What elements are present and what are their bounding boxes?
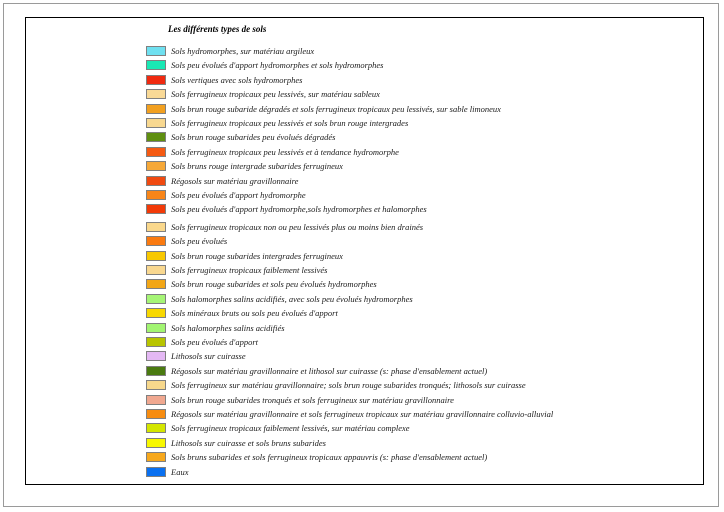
legend-label: Sols bruns rouge intergrade subarides ferrugineux (171, 161, 343, 172)
legend-label: Régosols sur matériau gravillonnaire et sols ferrugineux tropicaux sur matériau gravillonnaire colluvio-alluvial (171, 409, 554, 419)
legend-swatch (146, 323, 166, 333)
legend-swatch (146, 236, 166, 246)
legend-swatch (146, 132, 166, 142)
legend-swatch (146, 366, 166, 376)
legend-label: Sols ferrugineux tropicaux faiblement lessivés, sur matériau complexe (171, 423, 410, 434)
legend-label: Eaux (171, 466, 189, 477)
legend-swatch (146, 118, 166, 128)
legend-item (146, 60, 696, 72)
legend-swatch (146, 60, 166, 70)
legend-swatch (146, 409, 166, 419)
legend-item (146, 161, 696, 173)
legend-swatch (146, 190, 166, 200)
legend-item (146, 251, 696, 263)
legend-swatch (146, 423, 166, 433)
legend-label: Sols peu évolués d'apport hydromorphe,sols hydromorphes et halomorphes (171, 204, 427, 215)
legend-label: Sols ferrugineux tropicaux non ou peu lessivés plus ou moins bien drainés (171, 221, 424, 232)
legend-swatch (146, 147, 166, 157)
legend-label: Sols ferrugineux tropicaux peu lessivés et sols brun rouge intergrades (171, 118, 409, 128)
legend-label: Sols vertiques avec sols hydromorphes (171, 74, 303, 85)
legend-swatch (146, 395, 166, 405)
legend-label: Sols brun rouge subaride dégradés et sols ferrugineux tropicaux peu lessivés, sur sable limoneux (171, 103, 501, 114)
legend-item (146, 467, 696, 479)
legend-swatch (146, 204, 166, 214)
legend-label: Sols ferrugineux tropicaux faiblement lessivés (171, 265, 328, 275)
legend-swatch (146, 308, 166, 318)
legend-item (146, 46, 696, 58)
legend-item (146, 75, 696, 87)
legend-item (146, 104, 696, 116)
legend-label: Sols peu évolués d'apport (171, 337, 259, 347)
legend-item (146, 323, 696, 335)
legend-label: Lithosols sur cuirasse (171, 351, 246, 362)
legend-item (146, 380, 696, 392)
legend-item (146, 409, 696, 421)
legend-label: Sols ferrugineux tropicaux peu lessivés et à tendance hydromorphe (171, 146, 399, 157)
legend-item (146, 279, 696, 291)
legend-item (146, 222, 696, 234)
legend-label: Sols brun rouge subarides intergrades ferrugineux (171, 250, 343, 261)
legend-label: Lithosols sur cuirasse et sols bruns subarides (171, 437, 326, 448)
legend-swatch (146, 294, 166, 304)
legend-swatch (146, 161, 166, 171)
legend-swatch (146, 279, 166, 289)
legend-label: Sols peu évolués d'apport hydromorphes et sols hydromorphes (171, 60, 384, 71)
legend-item (146, 423, 696, 435)
legend-label: Sols brun rouge subarides tronqués et sols ferrugineux sur matériau gravillonnaire (171, 394, 454, 405)
legend-swatch (146, 438, 166, 448)
legend-item (146, 337, 696, 349)
legend-item (146, 89, 696, 101)
legend-item (146, 132, 696, 144)
legend-label: Sols peu évolués d'apport hydromorphe (171, 190, 306, 200)
legend-swatch (146, 89, 166, 99)
legend-swatch (146, 337, 166, 347)
legend-label: Sols brun rouge subarides peu évolués dégradés (171, 132, 336, 143)
legend-swatch (146, 452, 166, 462)
legend-label: Sols hydromorphes, sur matériau argileux (171, 46, 315, 56)
legend-item (146, 294, 696, 306)
legend-item (146, 452, 696, 464)
legend-item (146, 265, 696, 277)
legend-item (146, 395, 696, 407)
legend-item (146, 190, 696, 202)
legend-item (146, 204, 696, 216)
legend-swatch (146, 251, 166, 261)
legend-item (146, 236, 696, 248)
legend-label: Sols peu évolués (171, 236, 228, 247)
legend-swatch (146, 46, 166, 56)
legend-swatch (146, 467, 166, 477)
legend-item (146, 438, 696, 450)
legend-swatch (146, 380, 166, 390)
legend-swatch (146, 222, 166, 232)
legend-swatch (146, 176, 166, 186)
legend-item (146, 176, 696, 188)
legend-label: Régosols sur matériau gravillonnaire et lithosol sur cuirasse (s: phase d'ensablement actuel) (171, 365, 488, 376)
legend-item (146, 118, 696, 130)
legend-swatch (146, 75, 166, 85)
legend-item (146, 147, 696, 159)
legend-swatch (146, 351, 166, 361)
legend-label: Sols halomorphes salins acidifiés (171, 322, 285, 333)
legend-label: Sols brun rouge subarides et sols peu évolués hydromorphes (171, 279, 377, 290)
legend-item (146, 366, 696, 378)
legend-label: Sols ferrugineux tropicaux peu lessivés, sur matériau sableux (171, 89, 380, 100)
legend-label: Sols bruns subarides et sols ferrugineux tropicaux appauvris (s: phase d'ensablement actuel) (171, 452, 488, 463)
legend-title: Les différents types de sols (168, 24, 267, 34)
legend-item (146, 308, 696, 320)
legend-label: Régosols sur matériau gravillonnaire (171, 175, 299, 186)
legend-label: Sols minéraux bruts ou sols peu évolués d'apport (171, 308, 338, 319)
legend-swatch (146, 104, 166, 114)
legend-label: Sols halomorphes salins acidifiés, avec sols peu évolués hydromorphes (171, 293, 413, 304)
legend-swatch (146, 265, 166, 275)
legend-label: Sols ferrugineux sur matériau gravillonnaire; sols brun rouge subarides tronqués; lithosols sur cuirasse (171, 380, 526, 391)
legend-item (146, 351, 696, 363)
